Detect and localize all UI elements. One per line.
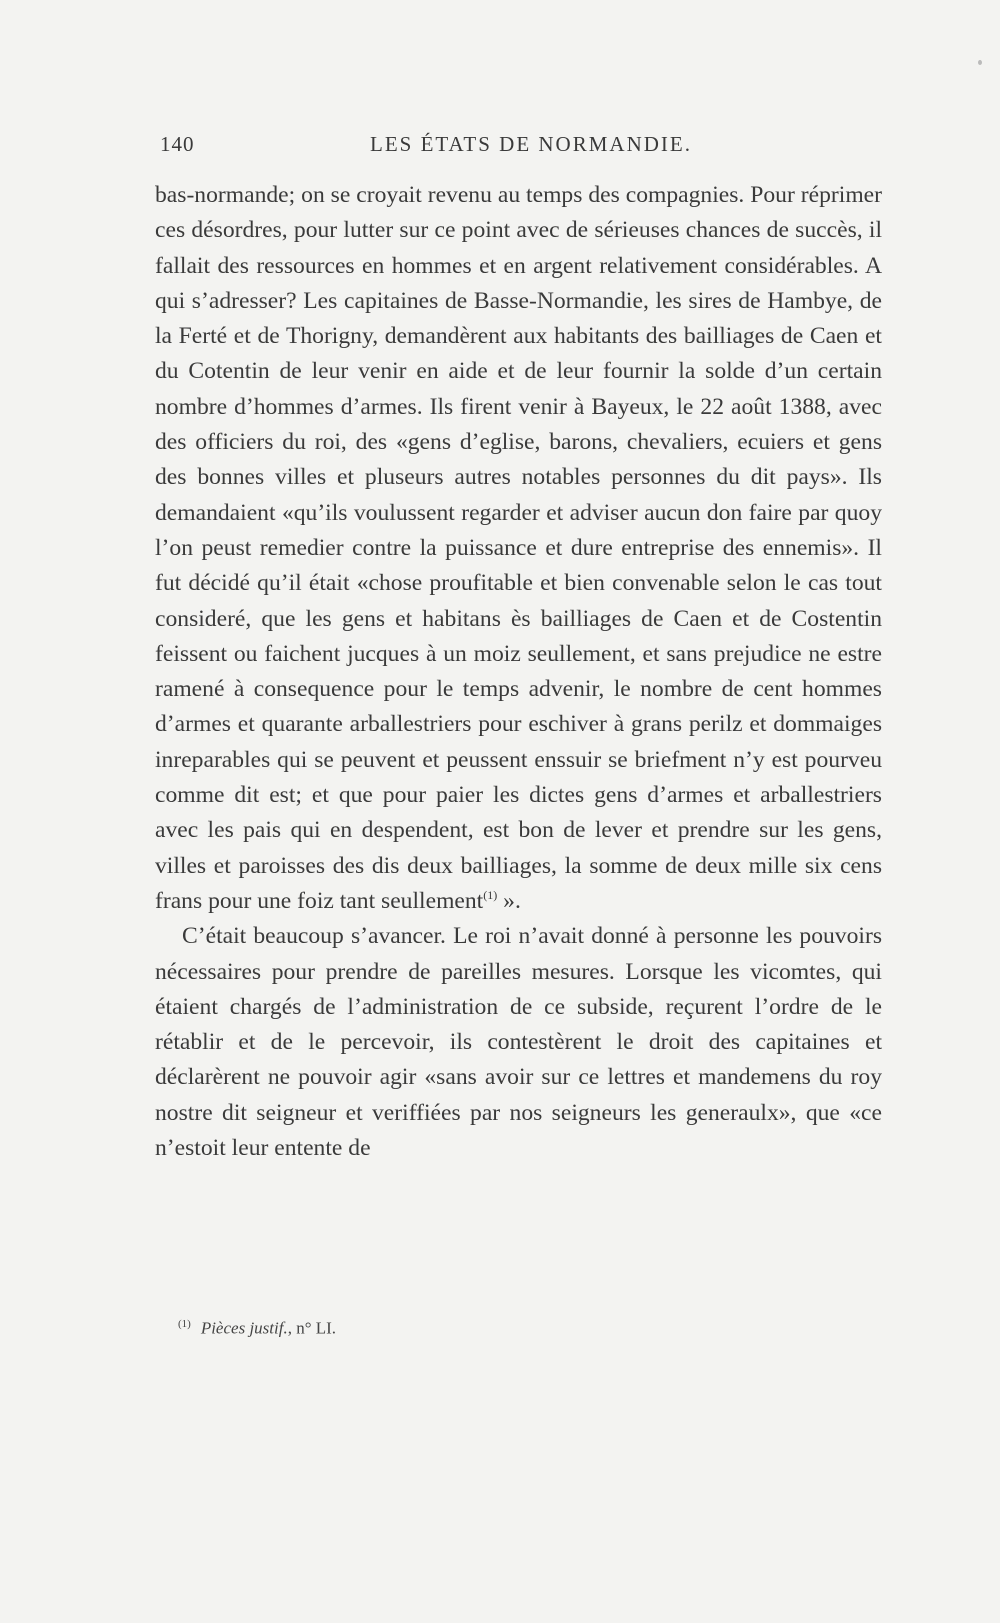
footnote <box>178 1318 336 1339</box>
paragraph-1 <box>155 178 882 919</box>
main-text <box>155 178 882 1166</box>
paragraph-1-text: bas-normande; on se croyait revenu au temps des compagnies. Pour réprimer ces désordres, pour lutter sur ce point avec de sérieuses chances de succès, il fallait des ressources en hommes et en argent relativement considérables. A qui s’adresser? Les capitaines de Basse-Normandie, les sires de Hambye, de la Ferté et de Thorigny, demandèrent aux habitants des bailliages de Caen et du Cotentin de leur venir en aide et de leur fournir la solde d’un certain nombre d’hommes d’armes. Ils firent venir à Bayeux, le 22 août 1388, avec des officiers du roi, des «gens d’eglise, barons, chevaliers, ecuiers et gens des bonnes villes et pluseurs autres notables personnes du dit pays». Ils demandaient «qu’ils voulussent regarder et adviser aucun don faire par quoy l’on peust remedier contre la puissance et dure entreprise des ennemis». Il fut décidé qu’il était «chose proufitable et bien convenable selon le cas tout consideré, que les gens et habitans ès bailliages de Caen et de Costentin feissent ou faichent jucques à un moiz seullement, et sans prejudice ne estre ramené à consequence pour le temps advenir, le nombre de cent hommes d’armes et quarante arballestriers pour eschiver à grans perilz et dommaiges inreparables qui se peuvent et peussent enssuir se briefment n’y est pourveu comme dit est; et que pour paier les dictes gens d’armes et arballestriers avec les pais qui en despendent, est bon de lever et prendre sur les gens, villes et paroisses des dis deux bailliages, la somme de deux mille six cens frans pour une foiz tant seullement <box>155 182 882 914</box>
paragraph-2: C’était beaucoup s’avancer. Le roi n’avait donné à personne les pouvoirs nécessaires pour prendre de pareilles mesures. Lorsque les vicomtes, qui étaient chargés de l’administration de ce subside, reçurent l’ordre de le rétablir et de le percevoir, ils contestèrent le droit des capitaines et déclarèrent ne pouvoir agir «sans avoir sur ce lettres et mandemens du roy nostre dit seigneur et veriffiées par nos seigneurs les generaulx», que «ce n’estoit leur entente de <box>155 923 882 1162</box>
footnote-reference[interactable]: (1) <box>483 888 498 903</box>
footnote-reference-text: , n° LI. <box>287 1318 337 1338</box>
page-number: 140 <box>160 132 195 156</box>
paragraph-1-end: ». <box>497 887 521 914</box>
footnote-mark: (1) <box>178 1318 191 1330</box>
footnote-source: Pièces justif. <box>200 1318 288 1338</box>
running-head <box>160 132 880 162</box>
paper-speck-mark <box>978 60 982 65</box>
running-title: LES ÉTATS DE NORMANDIE. <box>370 132 692 156</box>
